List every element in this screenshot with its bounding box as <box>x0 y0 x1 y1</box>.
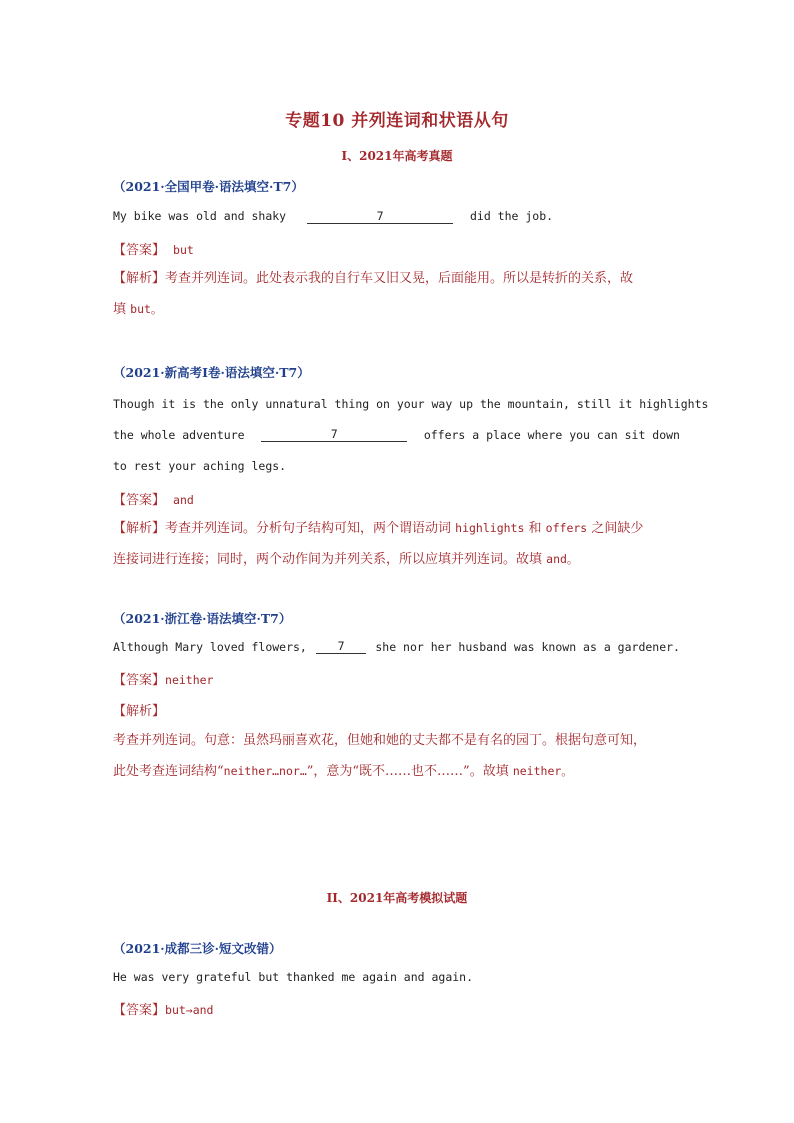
question-text-4: He was very grateful but thanked me again and again. <box>113 970 474 984</box>
explanation-1-line2a: 填 <box>113 302 131 317</box>
question-text-2-line2 <box>113 428 680 442</box>
question-text-1-pre: My bike was old and shaky <box>113 209 287 223</box>
explanation-2-line2a: 连接词进行连接；同时，两个动作间为并列关系，所以应填并列连词。故填 <box>113 552 547 567</box>
explanation-label: 【解析】 <box>113 271 166 286</box>
explanation-3 <box>113 725 683 787</box>
page-title: 专题10 并列连词和状语从句 <box>285 111 509 131</box>
question-text-3-post: she nor her husband was known as a gardener. <box>375 640 680 654</box>
question-text-2-post: offers a place where you can sit down <box>423 428 680 442</box>
answer-value-4: but→and <box>165 1003 214 1017</box>
answer-blank-2: 7 <box>261 428 407 442</box>
question-text-2-line1-text: Though it is the only unnatural thing on your way up the mountain, still it highlights <box>113 397 709 411</box>
answer-label: 【答案】 <box>113 493 166 508</box>
answer-value-3: neither <box>165 673 214 687</box>
explanation-2 <box>113 513 683 575</box>
explanation-3-line2a: 此处考查连词结构“ <box>113 764 224 779</box>
explanation-3-label: 【解析】 <box>113 704 166 719</box>
explanation-3-line2b: neither…nor… <box>223 764 307 778</box>
question-text-1 <box>113 209 553 224</box>
answer-4 <box>113 999 213 1018</box>
answer-3 <box>113 669 213 688</box>
explanation-1 <box>113 263 683 325</box>
explanation-1-line1: 考查并列连词。此处表示我的自行车又旧又晃，后面能用。所以是转折的关系，故 <box>165 271 634 286</box>
explanation-2-e: 之间缺少 <box>587 521 644 536</box>
answer-2 <box>113 489 194 508</box>
answer-label: 【答案】 <box>113 673 166 688</box>
explanation-3-line2c: ”，意为“既不……也不……”。故填 <box>306 764 513 779</box>
answer-label: 【答案】 <box>113 243 166 258</box>
question-text-3 <box>113 640 680 654</box>
question-text-2-line1 <box>113 397 709 411</box>
explanation-3-line1: 考查并列连词。句意：虽然玛丽喜欢花，但她和她的丈夫都不是有名的园丁。根据句意可知， <box>113 733 647 748</box>
section-heading-2: II、2021年高考模拟试题 <box>326 891 468 905</box>
question-source-1: （2021·全国甲卷·语法填空·T7） <box>113 179 304 194</box>
question-text-2-line3: to rest your aching legs. <box>113 459 287 473</box>
explanation-2-a: 考查并列连词。分析句子结构可知，两个谓语动词 <box>165 521 456 536</box>
explanation-2-c: 和 <box>524 521 546 536</box>
explanation-1-line2b: but。 <box>130 302 163 316</box>
question-text-3-pre: Although Mary loved flowers, <box>113 640 307 654</box>
section-heading-1: I、2021年高考真题 <box>341 149 453 163</box>
explanation-label: 【解析】 <box>113 521 166 536</box>
answer-label: 【答案】 <box>113 1003 166 1018</box>
question-source-3: （2021·浙江卷·语法填空·T7） <box>113 611 292 626</box>
question-text-2-pre: the whole adventure <box>113 428 245 442</box>
explanation-2-line2b: and。 <box>546 552 579 566</box>
question-text-1-post: did the job. <box>469 209 554 223</box>
explanation-2-d: offers <box>545 521 588 535</box>
answer-value-2: and <box>173 493 194 507</box>
answer-1 <box>113 239 194 258</box>
question-source-2: （2021·新高考I卷·语法填空·T7） <box>113 365 310 380</box>
answer-blank-1: 7 <box>307 210 453 224</box>
answer-blank-3: 7 <box>316 640 366 654</box>
explanation-2-b: highlights <box>455 521 525 535</box>
question-source-4: （2021·成都三诊·短文改错） <box>113 941 282 956</box>
answer-value-1: but <box>173 243 194 257</box>
explanation-3-line2d: neither。 <box>512 764 573 778</box>
